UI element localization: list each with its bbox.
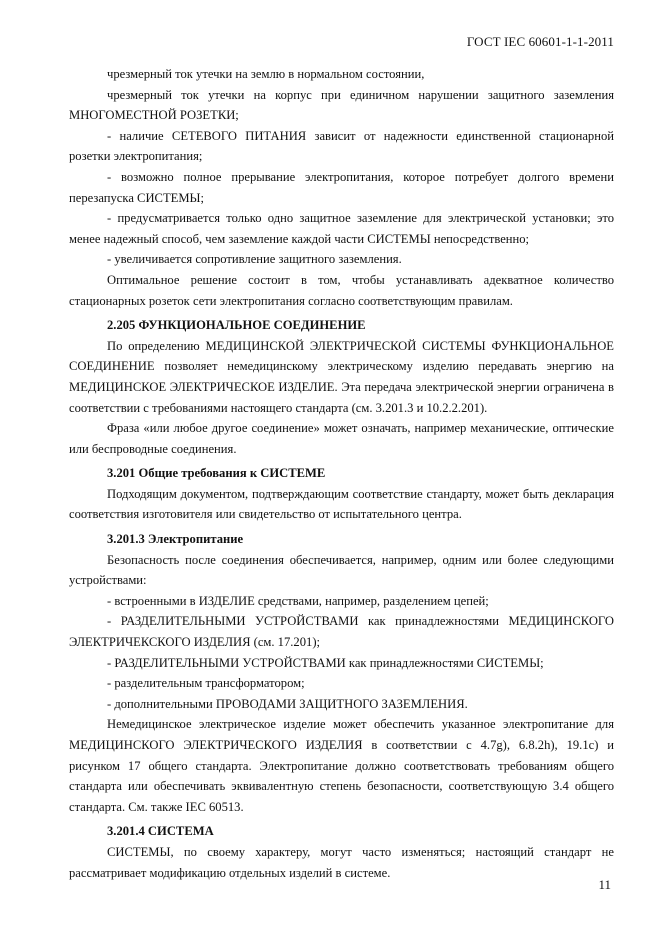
list-item: - встроенными в ИЗДЕЛИЕ средствами, например, разделением цепей;	[107, 593, 489, 608]
page-number: 11	[598, 877, 611, 892]
paragraph: Подходящим документом, подтверждающим соответствие стандарту, может быть декларация соответствия изготовителя или свидетельство от испытательного центра.	[69, 486, 614, 522]
paragraph: Немедицинское электрическое изделие может обеспечить указанное электропитание для МЕДИЦИНСКОГО ЭЛЕКТРИЧЕСКОГО ИЗДЕЛИЯ в соответствии с 4.7g), 6.8.2h), 19.1c) и рисунком 17 общего стандарта. Электропитание должно соответствовать требованиям общего стандарта или обеспечивать эквивалентную степень безопасности, соответствующую 3.4 общего стандарта. См. также IEC 60513.	[69, 717, 614, 814]
paragraph: По определению МЕДИЦИНСКОЙ ЭЛЕКТРИЧЕСКОЙ СИСТЕМЫ ФУНКЦИОНАЛЬНОЕ СОЕДИНЕНИЕ позволяет немедицинскому электрическому изделию передавать энергию на МЕДИЦИНСКОЕ ЭЛЕКТРИЧЕСКОЕ ИЗДЕЛИЕ. Эта передача электрической энергии ограничена в соответствии с требованиями настоящего стандарта (см. 3.201.3 и 10.2.2.201).	[69, 338, 614, 415]
list-item: - предусматривается только одно защитное заземление для электрической установки; это менее надежный способ, чем заземление каждой части СИСТЕМЫ непосредственно;	[69, 211, 614, 246]
list-item: - наличие СЕТЕВОГО ПИТАНИЯ зависит от надежности единственной стационарной розетки электропитания;	[69, 128, 614, 164]
paragraph: СИСТЕМЫ, по своему характеру, могут часто изменяться; настоящий стандарт не рассматривает модификацию отдельных изделий в системе.	[69, 844, 614, 880]
list-item: - РАЗДЕЛИТЕЛЬНЫМИ УСТРОЙСТВАМИ как принадлежностями СИСТЕМЫ;	[107, 655, 544, 670]
page-body	[69, 64, 614, 883]
paragraph: чрезмерный ток утечки на землю в нормальном состоянии,	[107, 67, 425, 81]
list-item: - разделительным трансформатором;	[107, 676, 305, 691]
section-heading: 2.205 ФУНКЦИОНАЛЬНОЕ СОЕДИНЕНИЕ	[107, 318, 366, 333]
paragraph: Оптимальное решение состоит в том, чтобы устанавливать адекватное количество стационарных розеток сети электропитания согласно соответствующим правилам.	[69, 272, 614, 308]
section-heading: 3.201.4 СИСТЕМА	[107, 824, 214, 839]
section-heading: 3.201.3 Электропитание	[107, 532, 244, 547]
list-item: - дополнительными ПРОВОДАМИ ЗАЩИТНОГО ЗАЗЕМЛЕНИЯ.	[107, 696, 468, 711]
document-header: ГОСТ IEC 60601-1-1-2011	[466, 34, 614, 49]
list-item: - РАЗДЕЛИТЕЛЬНЫМИ УСТРОЙСТВАМИ как принадлежностями МЕДИЦИНСКОГО ЭЛЕКТРИЧЕКСКОГО ИЗДЕЛИЯ (см. 17.201);	[69, 614, 614, 650]
paragraph: Фраза «или любое другое соединение» может означать, например механические, оптические или беспроводные соединения.	[69, 421, 614, 456]
section-heading: 3.201 Общие требования к СИСТЕМЕ	[107, 466, 326, 481]
paragraph: чрезмерный ток утечки на корпус при единичном нарушении защитного заземления МНОГОМЕСТНОЙ РОЗЕТКИ;	[69, 87, 614, 123]
paragraph: Безопасность после соединения обеспечивается, например, одним или более следующими устройствами:	[69, 552, 614, 588]
list-item: - увеличивается сопротивление защитного заземления.	[107, 252, 402, 267]
list-item: - возможно полное прерывание электропитания, которое потребует долгого времени перезапуска СИСТЕМЫ;	[69, 169, 614, 205]
